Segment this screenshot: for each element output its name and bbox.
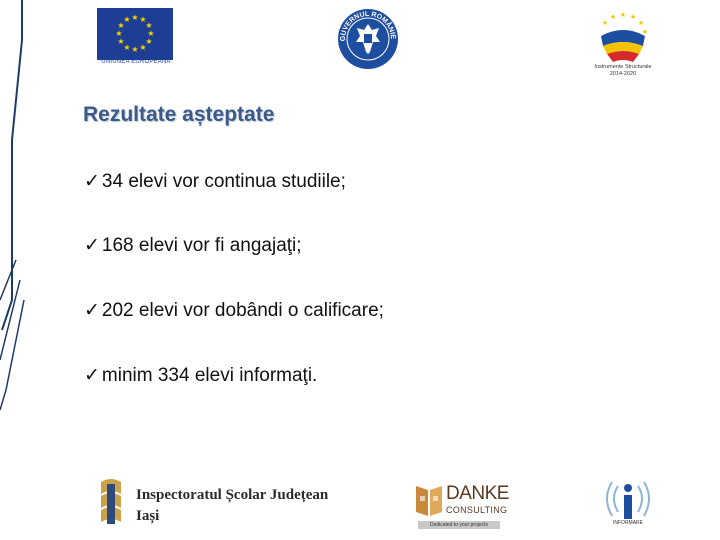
bullet-text: 202 elevi vor dobândi o calificare; xyxy=(101,300,384,321)
svg-text:★: ★ xyxy=(131,45,139,54)
government-romania-logo xyxy=(337,8,399,70)
info-caption: INFORMARE xyxy=(613,520,643,526)
svg-text:★: ★ xyxy=(117,37,125,46)
eu-flag-logo xyxy=(97,8,173,60)
eu-caption: UNIUNEA EUROPEANĂ xyxy=(101,59,171,65)
checkmark-icon: ✓ xyxy=(84,171,100,192)
svg-text:★: ★ xyxy=(637,19,645,27)
bullet-item xyxy=(84,299,384,322)
structural-instruments-caption xyxy=(583,64,663,78)
bullet-item xyxy=(84,234,302,257)
svg-text:★: ★ xyxy=(123,43,131,52)
svg-text:★: ★ xyxy=(147,29,155,38)
svg-text:★: ★ xyxy=(629,13,637,21)
danke-name: DANKE xyxy=(446,483,509,504)
svg-text:★: ★ xyxy=(601,19,609,27)
svg-text:★: ★ xyxy=(145,37,153,46)
bullet-text: 34 elevi vor continua studiile; xyxy=(101,171,346,192)
checkmark-icon: ✓ xyxy=(84,235,100,256)
svg-text:★: ★ xyxy=(117,21,125,30)
danke-book-icon xyxy=(414,482,444,520)
is-caption-line2: 2014-2020 xyxy=(609,71,637,77)
svg-text:GUVERNUL ROMÂNIEI: GUVERNUL ROMÂNIE xyxy=(339,10,397,42)
svg-text:★: ★ xyxy=(139,43,147,52)
bullet-item xyxy=(84,170,346,193)
bullet-text: 168 elevi vor fi angajaţi; xyxy=(101,235,302,256)
isj-emblem-icon xyxy=(97,476,127,528)
is-caption-line1: Instrumente Structurale xyxy=(594,64,652,70)
checkmark-icon: ✓ xyxy=(84,300,100,321)
structural-instruments-logo xyxy=(593,10,653,66)
bullet-item xyxy=(84,364,317,387)
eu-stars-icon xyxy=(97,8,173,60)
svg-text:★: ★ xyxy=(641,28,649,36)
svg-text:★: ★ xyxy=(619,11,627,19)
decorative-edge-lines xyxy=(0,0,60,540)
svg-text:★: ★ xyxy=(609,13,617,21)
svg-text:★: ★ xyxy=(123,15,131,24)
svg-text:★: ★ xyxy=(131,13,139,22)
danke-tagline: Dedicated to your projects xyxy=(418,521,500,529)
svg-text:★: ★ xyxy=(145,21,153,30)
checkmark-icon: ✓ xyxy=(84,365,100,386)
bullet-text: minim 334 elevi informaţi. xyxy=(101,365,318,386)
svg-text:★: ★ xyxy=(139,15,147,24)
svg-text:★: ★ xyxy=(115,29,123,38)
danke-subtitle: CONSULTING xyxy=(446,505,508,515)
isj-name-line1: Inspectoratul Școlar Județean xyxy=(136,487,329,503)
isj-name-line2: Iași xyxy=(136,508,160,524)
info-icon xyxy=(600,476,656,524)
slide-title: Rezultate așteptate xyxy=(83,103,275,126)
